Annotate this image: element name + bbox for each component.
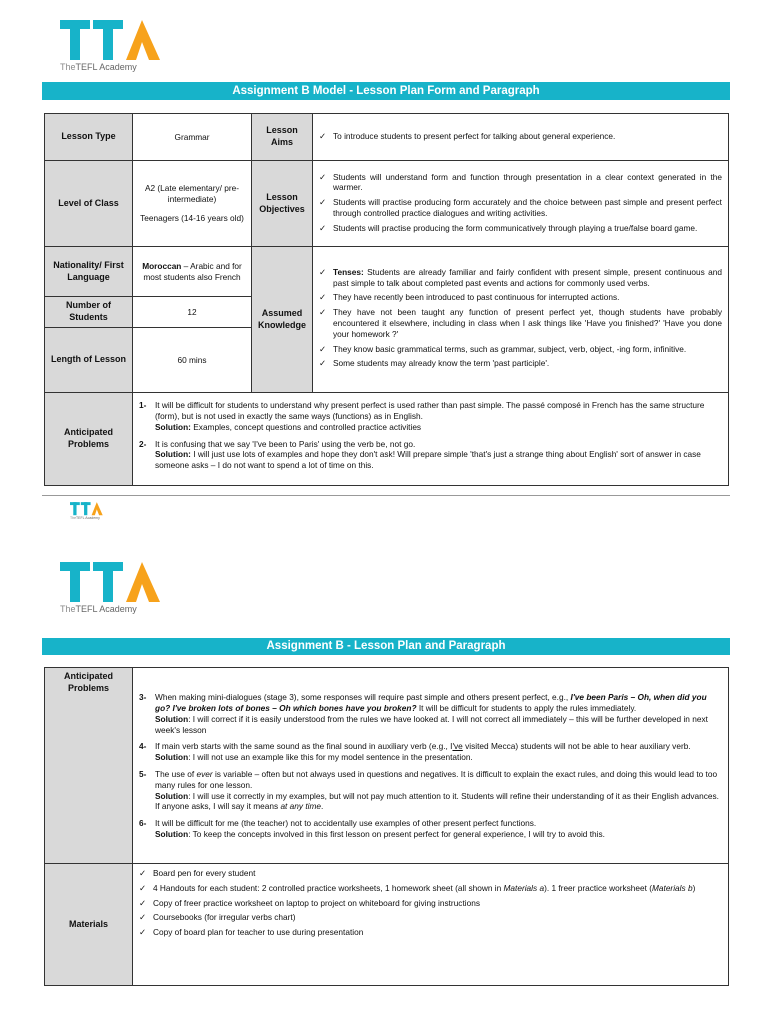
lesson-type-value: Grammar [133, 114, 252, 161]
check-icon: ✓ [319, 171, 326, 182]
level-value [133, 161, 252, 247]
check-icon: ✓ [319, 307, 326, 318]
logo-tagline-main: TEFL Academy [75, 62, 137, 72]
objective-item: ✓ Students will understand form and function through presentation in a clear context generated in the warmer. [319, 171, 722, 193]
lesson-aims-label: Lesson Aims [252, 114, 313, 161]
check-icon: ✓ [319, 130, 326, 141]
check-icon: ✓ [319, 197, 326, 208]
level-value-2: Teenagers (14-16 years old) [140, 212, 244, 223]
problem-item: 6- It will be difficult for me (the teacher) not to accidentally use examples of other present perfect functions. Solution: To keep the concepts involved in this first lesson on present perfect for general experience, I will try to avoid this. [139, 818, 605, 839]
page1-banner: Assignment B Model - Lesson Plan Form and Paragraph [42, 82, 730, 100]
logo2-tagline-pre: The [60, 604, 76, 614]
page2-banner: Assignment B - Lesson Plan and Paragraph [42, 638, 730, 655]
problem-item: 3- When making mini-dialogues (stage 3), some responses will require past simple and others present perfect, e.g., I've been Paris – Oh, when did you go? I've broken lots of bones – Oh which bones have you broken? It will be difficult for students to apply the rules immediately. Solution: I will correct if it is easily understood from the rules we have looked at. I will not correct all immediately – this will be further developed in next week's lesson [139, 692, 708, 735]
problems-label-page2: Anticipated Problems [45, 668, 133, 864]
assumed-item: ✓ Tenses: Students are already familiar and fairly confident with present simple, present continuous and past simple to talk about completed past events and actions for commonly used verbs. [319, 266, 722, 288]
footer-tagline-pre: The [70, 516, 77, 520]
objectives-label: Lesson Objectives [252, 161, 313, 247]
check-icon: ✓ [139, 897, 146, 908]
tta-logo [60, 20, 170, 75]
level-label: Level of Class [45, 161, 133, 247]
assumed-item: ✓ They know basic grammatical terms, such as grammar, subject, verb, object, -ing form, infinitive. [319, 343, 687, 354]
assumed-item: ✓ They have recently been introduced to past continuous for interrupted actions. [319, 292, 620, 303]
material-item: ✓ Board pen for every student [139, 868, 256, 878]
students-value: 12 [133, 297, 252, 328]
tta-footer-logo-mark [70, 502, 104, 516]
assumed-item: ✓ Some students may already know the term 'past participle'. [319, 358, 550, 369]
nationality-label: Nationality/ First Language [45, 247, 133, 297]
check-icon: ✓ [139, 912, 146, 923]
tta-logo-mark-page2 [60, 562, 164, 604]
material-item: ✓ Copy of board plan for teacher to use during presentation [139, 927, 364, 938]
tta-logo-page2 [60, 562, 170, 617]
page2-lesson-table [44, 667, 729, 986]
problem-item: 4- If main verb starts with the same sound as the final sound in auxiliary verb (e.g., I've visited Mecca) students will not be able to hear auxiliary verb. Solution: I will not use an example like this for my model sentence in the presentation. [139, 741, 691, 763]
logo-tagline-pre: The [60, 62, 76, 72]
check-icon: ✓ [319, 343, 326, 354]
problem-item: 2- It is confusing that we say 'I've been to Paris' using the verb be, not go. Solution: I will just use lots of examples and hope they don't ask! Will prepare simple 'that's just a strange thing about English' sort of answer in case someone asks – I do not want to spend a lot of time on this. [139, 438, 701, 471]
length-value: 60 mins [133, 328, 252, 393]
assumed-knowledge-label: Assumed Knowledge [252, 247, 313, 393]
page-divider [42, 495, 730, 496]
length-label: Length of Lesson [45, 328, 133, 393]
nationality-value: Moroccan – Arabic and for most students also French [133, 247, 252, 297]
page1-lesson-table [44, 113, 729, 486]
students-label: Number of Students [45, 297, 133, 328]
material-item: ✓ 4 Handouts for each student: 2 controlled practice worksheets, 1 homework sheet (all shown in Materials a). 1 freer practice worksheet (Materials b) [139, 882, 696, 893]
check-icon: ✓ [139, 882, 146, 893]
problem-item: 1- It will be difficult for students to understand why present perfect is used rather than past simple. The passé composé in French has the same structure (form), but is not used in exactly the same ways (functions) as in English. Solution: Examples, concept questions and controlled practice activities [139, 400, 705, 432]
material-item: ✓ Coursebooks (for irregular verbs chart) [139, 912, 296, 923]
footer-tagline-main: TEFL Academy [76, 516, 100, 520]
aim-item: ✓ To introduce students to present perfect for talking about general experience. [319, 130, 616, 141]
check-icon: ✓ [319, 266, 326, 277]
assumed-item: ✓ They have not been taught any function of present perfect yet, though students have probably encountered it elsewhere, including in class when I ask things like 'Have you finished?' 'Have you done your homework ?' [319, 307, 722, 339]
check-icon: ✓ [319, 358, 326, 369]
check-icon: ✓ [319, 222, 326, 233]
problem-item: 5- The use of ever is variable – often but not always used in questions and negatives. It is difficult to explain the exact rules, and doing this would lead to too many rules for one lesson. Solution: I will use it correctly in my examples, but will not pay much attention to it. Students will refine their understanding of it as their English advances. If anyone asks, I will say it means at any time. [139, 769, 719, 812]
check-icon: ✓ [139, 927, 146, 938]
logo2-tagline-main: TEFL Academy [75, 604, 137, 614]
objective-item: ✓ Students will practise producing the form communicatively through playing a true/false board game. [319, 222, 698, 233]
lesson-type-label: Lesson Type [45, 114, 133, 161]
problems-label: Anticipated Problems [45, 393, 133, 486]
tta-footer-logo [70, 502, 110, 522]
tta-logo-mark [60, 20, 164, 62]
objective-item: ✓ Students will practise producing form accurately and the choice between past simple and present perfect through controlled practice dialogues and writing activities. [319, 197, 722, 218]
material-item: ✓ Copy of freer practice worksheet on laptop to project on whiteboard for giving instructions [139, 897, 480, 908]
level-value-1: A2 (Late elementary/ pre-intermediate) [144, 183, 240, 205]
materials-label: Materials [45, 864, 133, 986]
check-icon: ✓ [319, 292, 326, 303]
check-icon: ✓ [139, 868, 146, 878]
